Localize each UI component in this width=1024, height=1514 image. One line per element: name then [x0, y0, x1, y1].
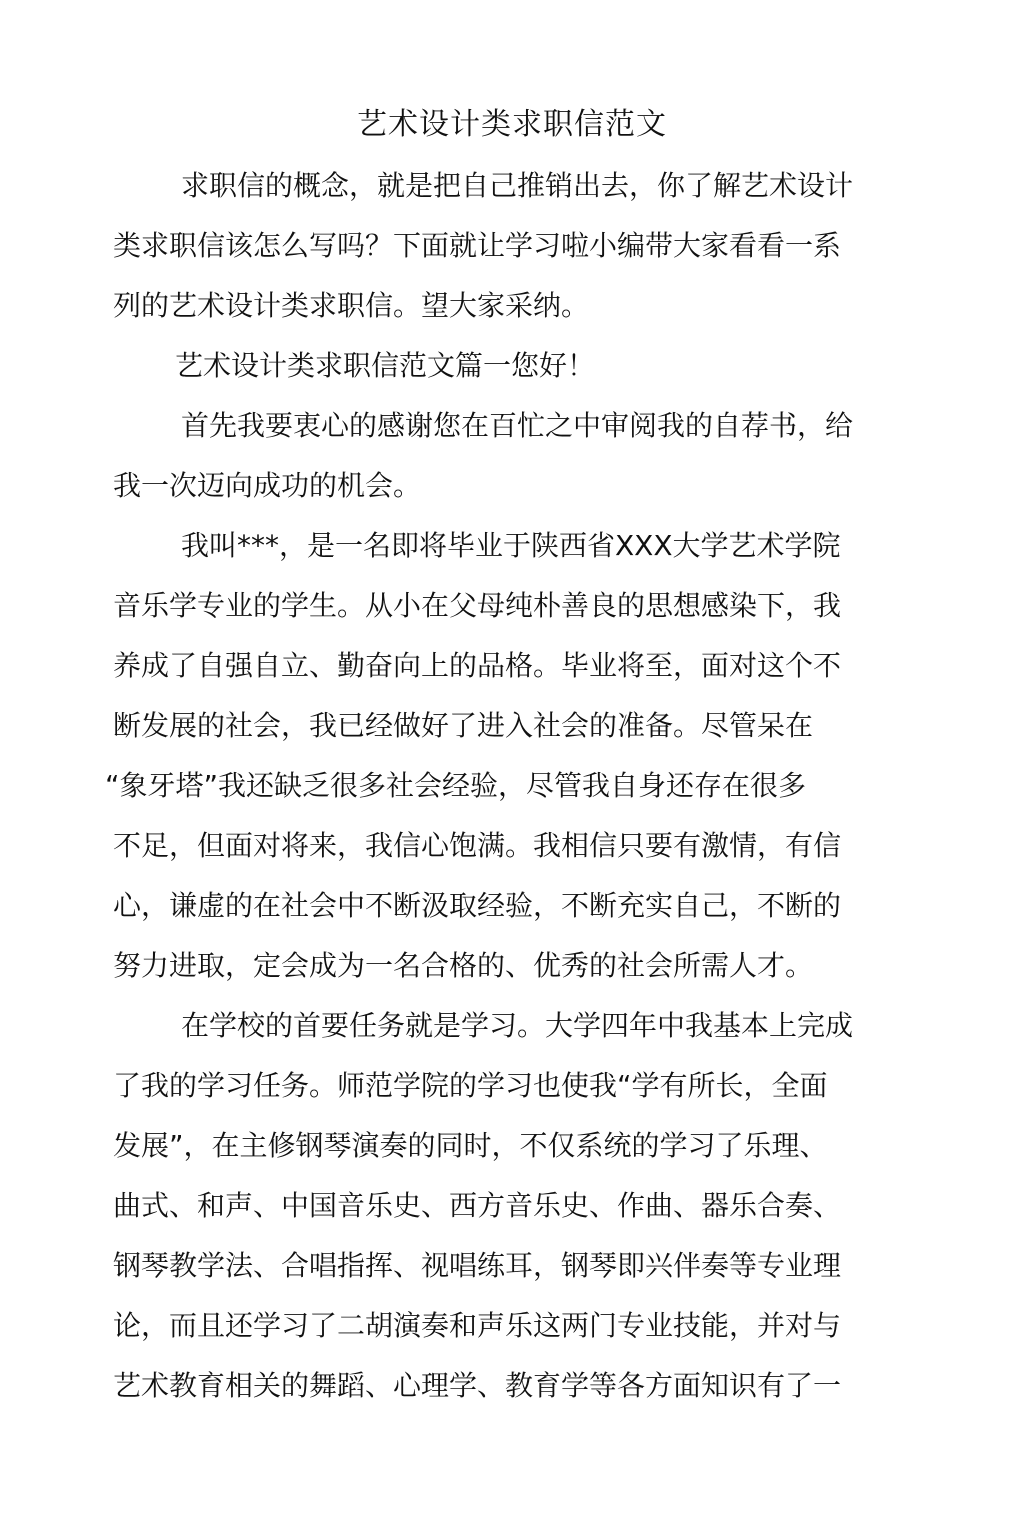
- document-title: 艺术设计类求职信范文: [357, 107, 667, 142]
- paragraph-line: 我一次迈向成功的机会。: [113, 469, 422, 502]
- paragraph-line: 列的艺术设计类求职信。望大家采纳。: [113, 289, 590, 322]
- paragraph-line: 发展”，在主修钢琴演奏的同时，不仅系统的学习了乐理、: [113, 1129, 828, 1162]
- paragraph-line: 音乐学专业的学生。从小在父母纯朴善良的思想感染下，我: [113, 589, 842, 622]
- paragraph-line: 求职信的概念，就是把自己推销出去，你了解艺术设计: [181, 169, 854, 202]
- paragraph-line: 论，而且还学习了二胡演奏和声乐这两门专业技能，并对与: [113, 1309, 842, 1342]
- paragraph-line: 心，谦虚的在社会中不断汲取经验，不断充实自己，不断的: [113, 889, 842, 922]
- paragraph-line: 断发展的社会，我已经做好了进入社会的准备。尽管呆在: [113, 709, 814, 742]
- paragraph-line: 钢琴教学法、合唱指挥、视唱练耳，钢琴即兴伴奏等专业理: [113, 1249, 842, 1282]
- paragraph-line: 曲式、和声、中国音乐史、西方音乐史、作曲、器乐合奏、: [113, 1189, 842, 1222]
- paragraph-line: 首先我要衷心的感谢您在百忙之中审阅我的自荐书，给: [181, 409, 854, 442]
- paragraph-line: 在学校的首要任务就是学习。大学四年中我基本上完成: [181, 1009, 854, 1042]
- paragraph-line: 努力进取，定会成为一名合格的、优秀的社会所需人才。: [113, 949, 814, 982]
- paragraph-line: 养成了自强自立、勤奋向上的品格。毕业将至，面对这个不: [113, 649, 842, 682]
- paragraph-line: 类求职信该怎么写吗？下面就让学习啦小编带大家看看一系: [113, 229, 842, 262]
- document-body: [105, 156, 903, 1416]
- paragraph-line: 不足，但面对将来，我信心饱满。我相信只要有激情，有信: [113, 829, 842, 862]
- paragraph-line: “象牙塔”我还缺乏很多社会经验，尽管我自身还存在很多: [105, 769, 807, 802]
- paragraph-line: 艺术设计类求职信范文篇一您好！: [175, 349, 596, 382]
- paragraph-line: 艺术教育相关的舞蹈、心理学、教育学等各方面知识有了一: [113, 1369, 842, 1402]
- paragraph-line: 我叫***，是一名即将毕业于陕西省XXX大学艺术学院: [181, 529, 841, 562]
- paragraph-line: 了我的学习任务。师范学院的学习也使我“学有所长，全面: [113, 1069, 828, 1102]
